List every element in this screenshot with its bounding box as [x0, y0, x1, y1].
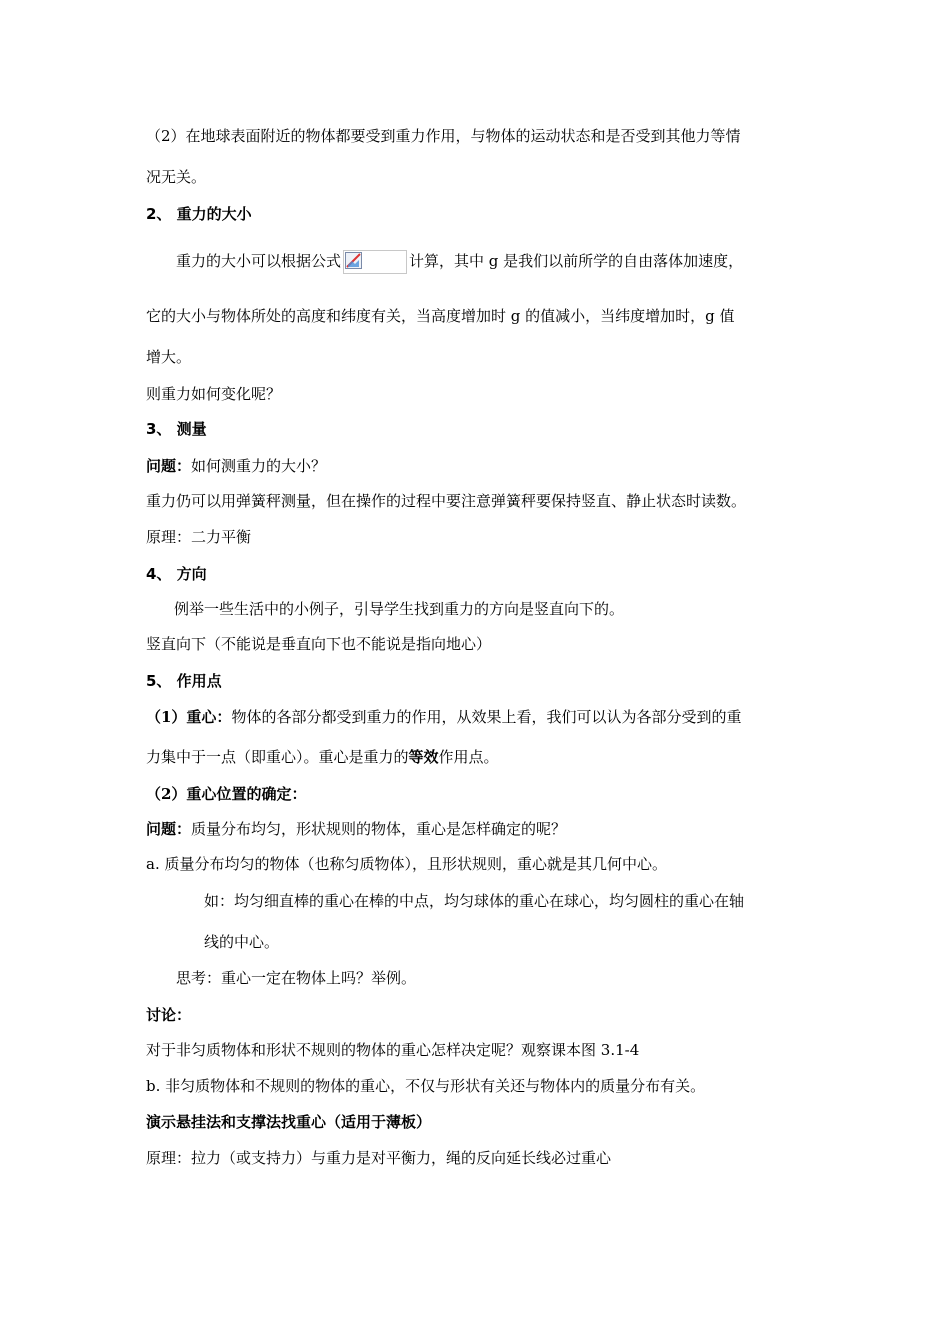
paragraph-think: 思考：重心一定在物体上吗？举例。	[176, 969, 417, 987]
heading-gravity-magnitude: 2、 重力的大小	[146, 205, 252, 223]
paragraph-gravity-scope-2: 况无关。	[146, 168, 207, 186]
paragraph-principle-suspension: 原理：拉力（或支持力）与重力是对平衡力，绳的反向延长线必过重心	[146, 1149, 612, 1167]
heading-measurement: 3、 测量	[146, 420, 207, 438]
question-measure	[146, 456, 326, 476]
paragraph-center-of-gravity-2	[146, 747, 499, 767]
paragraph-spring-scale: 重力仍可以用弹簧秤测量，但在操作的过程中要注意弹簧秤要保持竖直、静止状态时读数。	[146, 492, 747, 510]
discussion-label: 讨论：	[146, 1006, 192, 1024]
paragraph-vertically-down: 竖直向下（不能说是垂直向下也不能说是指向地心）	[146, 635, 492, 653]
equivalent-text-before: 力集中于一点（即重心）。重心是重力的	[146, 748, 409, 766]
paragraph-gravity-scope-1: （2）在地球表面附近的物体都要受到重力作用，与物体的运动状态和是否受到其他力等情	[146, 127, 741, 145]
paragraph-formula-line	[176, 250, 743, 274]
paragraph-discussion: 对于非匀质物体和形状不规则的物体的重心怎样决定呢？观察课本图 3.1-4	[146, 1041, 640, 1059]
paragraph-center-of-gravity-1	[146, 707, 741, 727]
formula-text-before: 重力的大小可以根据公式	[176, 252, 342, 270]
point-a-label: a.	[146, 855, 160, 873]
paragraph-principle-balance: 原理：二力平衡	[146, 528, 252, 546]
point-a-text: 质量分布均匀的物体（也称匀质物体），且形状规则，重心就是其几何中心。	[164, 855, 668, 873]
paragraph-point-b	[146, 1076, 705, 1096]
paragraph-example-2: 线的中心。	[204, 933, 280, 951]
heading-demonstration: 演示悬挂法和支撑法找重心（适用于薄板）	[146, 1113, 432, 1131]
heading-point-of-action: 5、 作用点	[146, 672, 222, 690]
formula-text-after: 计算，其中 g 是我们以前所学的自由落体加速度，	[409, 252, 744, 270]
paragraph-g-variation-2: 增大。	[146, 348, 192, 366]
paragraph-question-change: 则重力如何变化呢？	[146, 385, 282, 403]
broken-image-icon	[345, 252, 362, 269]
paragraph-example-1: 如：均匀细直棒的重心在棒的中点，均匀球体的重心在球心，均匀圆柱的重心在轴	[204, 892, 745, 910]
paragraph-point-a	[146, 854, 667, 874]
paragraph-direction-examples: 例举一些生活中的小例子，引导学生找到重力的方向是竖直向下的。	[174, 600, 625, 618]
point-b-text: 非匀质物体和不规则的物体的重心，不仅与形状有关还与物体内的质量分布有关。	[165, 1077, 706, 1095]
point-b-label: b.	[146, 1077, 161, 1095]
question-text: 如何测重力的大小？	[191, 457, 327, 475]
question-label: 问题：	[146, 457, 192, 475]
center-of-gravity-label: （1）重心：	[146, 708, 232, 726]
formula-image	[343, 250, 407, 274]
paragraph-g-variation-1: 它的大小与物体所处的高度和纬度有关，当高度增加时 g 的值减小，当纬度增加时，g 值	[146, 307, 735, 325]
question-uniform-shape	[146, 819, 566, 839]
equivalent-text-after: 作用点。	[438, 748, 499, 766]
center-of-gravity-text: 物体的各部分都受到重力的作用，从效果上看，我们可以认为各部分受到的重	[231, 708, 742, 726]
question-text-2: 质量分布均匀，形状规则的物体，重心是怎样确定的呢？	[191, 820, 567, 838]
subheading-center-determination: （2）重心位置的确定：	[146, 785, 307, 803]
heading-direction: 4、 方向	[146, 565, 207, 583]
equivalent-bold: 等效	[408, 748, 439, 766]
question-label-2: 问题：	[146, 820, 192, 838]
